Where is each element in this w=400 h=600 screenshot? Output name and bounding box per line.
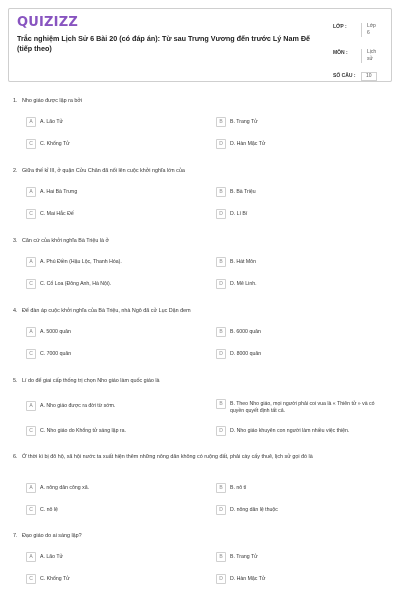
- option-letter: D: [216, 349, 226, 359]
- option-text: C. Nho giáo do Khổng tử sáng lập ra.: [40, 427, 126, 434]
- question-number: 6.: [13, 454, 18, 460]
- option-b[interactable]: [216, 187, 256, 197]
- option-text: C. nô lệ: [40, 506, 58, 513]
- option-d[interactable]: [216, 139, 265, 149]
- option-letter: C: [26, 349, 36, 359]
- worksheet-title: Trắc nghiệm Lịch Sử 6 Bài 20 (có đáp án): Từ sau Trưng Vương đến trước Lý Nam Đế (tiếp theo): [17, 34, 311, 53]
- option-a[interactable]: [26, 401, 115, 411]
- option-letter: C: [26, 505, 36, 515]
- option-b[interactable]: [216, 399, 380, 415]
- count-row: [333, 72, 377, 81]
- option-letter: D: [216, 426, 226, 436]
- option-letter: A: [26, 552, 36, 562]
- option-text: B. Bà Triệu: [230, 188, 256, 195]
- option-b[interactable]: [216, 552, 258, 562]
- option-text: C. Khổng Tử: [40, 140, 70, 147]
- question-text: Giữa thế kỉ III, ở quận Cửu Chân đã nổi lên cuộc khởi nghĩa lớn của: [22, 168, 185, 174]
- subject-label: MÔN :: [333, 50, 348, 56]
- option-c[interactable]: [26, 505, 58, 515]
- question-text: Căn cứ của khởi nghĩa Bà Triệu là ở: [22, 238, 110, 244]
- option-text: B. 6000 quân: [230, 328, 261, 335]
- option-a[interactable]: [26, 552, 63, 562]
- count-value: 10: [361, 72, 377, 81]
- option-d[interactable]: [216, 209, 247, 219]
- question-number: 4.: [13, 308, 18, 314]
- option-letter: D: [216, 279, 226, 289]
- option-text: D. nông dân lệ thuộc: [230, 506, 278, 513]
- option-a[interactable]: [26, 187, 77, 197]
- option-letter: A: [26, 117, 36, 127]
- option-letter: A: [26, 257, 36, 267]
- subject-row: [333, 49, 375, 63]
- question-3: [8, 237, 392, 245]
- option-letter: B: [216, 257, 226, 267]
- option-text: A. Phú Điền (Hậu Lộc, Thanh Hóa).: [40, 258, 122, 265]
- question-number: 2.: [13, 168, 18, 174]
- option-text: B. Trang Tử: [230, 118, 258, 125]
- option-a[interactable]: [26, 483, 89, 493]
- option-c[interactable]: [26, 349, 71, 359]
- option-text: B. Trang Tử: [230, 553, 258, 560]
- option-text: D. Mê Linh.: [230, 280, 257, 287]
- option-letter: A: [26, 483, 36, 493]
- option-letter: D: [216, 139, 226, 149]
- option-letter: D: [216, 574, 226, 584]
- option-c[interactable]: [26, 279, 111, 289]
- option-letter: C: [26, 574, 36, 584]
- option-text: B. nô tì: [230, 484, 247, 491]
- question-number: 7.: [13, 533, 18, 539]
- option-a[interactable]: [26, 327, 71, 337]
- question-number: 5.: [13, 378, 18, 384]
- option-letter: A: [26, 187, 36, 197]
- question-7: [8, 532, 392, 540]
- question-text: Đạo giáo do ai sáng lập?: [22, 533, 82, 539]
- option-letter: B: [216, 187, 226, 197]
- question-number: 1.: [13, 98, 18, 104]
- option-text: B. Hát Môn: [230, 258, 256, 265]
- option-d[interactable]: [216, 279, 257, 289]
- option-d[interactable]: [216, 574, 265, 584]
- option-text: C. Khổng Tử: [40, 575, 70, 582]
- option-d[interactable]: [216, 426, 349, 436]
- option-text: D. Lí Bí: [230, 210, 248, 217]
- option-text: A. Hai Bà Trưng: [40, 188, 78, 195]
- option-text: C. 7000 quân: [40, 350, 72, 357]
- question-1: [8, 97, 392, 105]
- option-c[interactable]: [26, 574, 70, 584]
- option-letter: B: [216, 117, 226, 127]
- option-b[interactable]: [216, 483, 246, 493]
- option-letter: C: [26, 426, 36, 436]
- option-letter: C: [26, 139, 36, 149]
- option-letter: C: [26, 279, 36, 289]
- quizizz-logo: QUIZIZZ: [17, 15, 78, 30]
- option-d[interactable]: [216, 505, 278, 515]
- subject-value: Lịch sử: [361, 49, 375, 63]
- option-text: D. Nho giáo khuyên con người làm nhiều việc thiện.: [230, 427, 350, 434]
- option-b[interactable]: [216, 257, 256, 267]
- count-label: SỐ CÂU :: [333, 73, 356, 79]
- option-text: A. Nho giáo được ra đời từ sớm.: [40, 402, 116, 409]
- option-letter: B: [216, 327, 226, 337]
- question-number: 3.: [13, 238, 18, 244]
- class-value: Lớp 6: [361, 23, 375, 37]
- question-text: Nho giáo được lập ra bởi: [22, 98, 83, 104]
- worksheet-header: [8, 8, 392, 82]
- question-5: [8, 377, 392, 385]
- option-text: D. 8000 quân: [230, 350, 262, 357]
- question-text: Ở thời kì bị đô hộ, xã hội nước ta xuất hiện thêm những nông dân không có ruộng đất, phải cày cấy thuê, lịch sử gọi đó là: [22, 454, 313, 460]
- class-label: LỚP :: [333, 24, 347, 30]
- option-text: A. nông dân công xã.: [40, 484, 90, 491]
- question-text: Để đàn áp cuộc khởi nghĩa của Bà Triệu, nhà Ngô đã cử Lục Dận đem: [22, 308, 191, 314]
- option-letter: B: [216, 399, 226, 409]
- option-text: D. Hàn Mặc Tử: [230, 140, 266, 147]
- option-text: C. Mai Hắc Đế: [40, 210, 74, 217]
- question-2: [8, 167, 392, 175]
- option-letter: A: [26, 401, 36, 411]
- question-4: [8, 307, 392, 315]
- option-letter: B: [216, 483, 226, 493]
- option-c[interactable]: [26, 139, 70, 149]
- option-c[interactable]: [26, 426, 126, 436]
- option-d[interactable]: [216, 349, 261, 359]
- class-row: [333, 23, 375, 37]
- question-6: [8, 453, 392, 461]
- question-text: Lí do để giai cấp thống trị chọn Nho giáo làm quốc giáo là: [22, 378, 160, 384]
- option-b[interactable]: [216, 117, 258, 127]
- option-a[interactable]: [26, 117, 63, 127]
- option-letter: A: [26, 327, 36, 337]
- option-c[interactable]: [26, 209, 74, 219]
- option-text: B. Theo Nho giáo, mọi người phải coi vua là « Thiên tử » và có quyền quyết định tất cả.: [230, 400, 375, 414]
- option-letter: D: [216, 505, 226, 515]
- option-letter: C: [26, 209, 36, 219]
- option-text: A. Lão Tử: [40, 118, 63, 125]
- option-a[interactable]: [26, 257, 122, 267]
- option-letter: B: [216, 552, 226, 562]
- option-letter: D: [216, 209, 226, 219]
- option-text: C. Cổ Loa (Đông Anh, Hà Nội).: [40, 280, 112, 287]
- option-b[interactable]: [216, 327, 261, 337]
- option-text: A. Lão Tử: [40, 553, 63, 560]
- option-text: A. 5000 quân: [40, 328, 71, 335]
- option-text: D. Hàn Mặc Tử: [230, 575, 266, 582]
